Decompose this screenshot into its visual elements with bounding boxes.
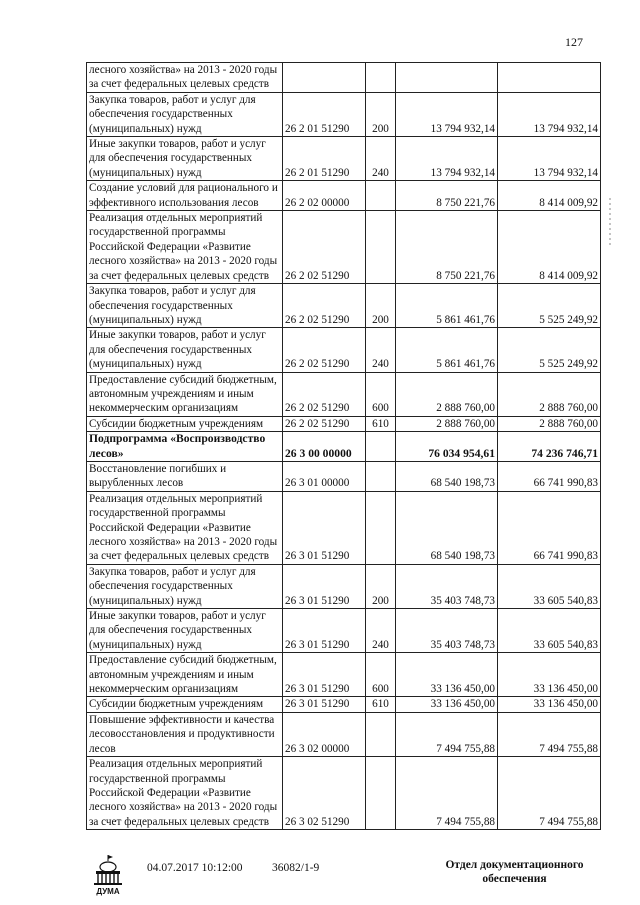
row-name-line: Повышение эффективности и качества [89,713,275,726]
row-vr-cell: 240 [366,137,396,181]
row-name-line: Субсидии бюджетным учреждениям [89,698,264,711]
row-name-cell [87,63,283,93]
row-sum-2018-cell: 2 888 760,00 [498,416,601,431]
row-code-cell: 26 3 01 51290 [283,697,366,712]
row-sum-2018-cell: 13 794 932,14 [498,137,601,181]
row-sum-2017-cell: 68 540 198,73 [396,491,498,564]
row-name-line: Восстановление погибших и [89,462,227,475]
budget-table [86,62,601,830]
row-name-line: автономным учреждениям и иным [89,387,254,400]
row-name-line: обеспечения государственных [89,580,233,593]
footer-department-line1: Отдел документационного [445,859,584,871]
row-sum-2017-cell: 8 750 221,76 [396,211,498,284]
row-sum-2018-cell: 13 794 932,14 [498,92,601,136]
row-name-line: (муниципальных) нужд [89,313,202,326]
row-sum-2017-cell: 5 861 461,76 [396,284,498,328]
row-vr-cell [366,211,396,284]
row-vr-cell [366,461,396,491]
row-name-cell [87,653,283,697]
row-name-cell [87,137,283,181]
row-name-line: за счет федеральных целевых средств [89,815,270,828]
duma-logo [88,853,128,897]
table-row [87,328,601,372]
row-sum-2017-cell: 68 540 198,73 [396,461,498,491]
row-name-line: Российской Федерации «Развитие [89,521,251,534]
table-row [87,432,601,462]
row-name-line: для обеспечения государственных [89,343,253,356]
row-code-cell: 26 2 02 51290 [283,372,366,416]
row-name-line: государственной программы [89,507,226,520]
row-code-cell [283,63,366,93]
row-name-line: вырубленных лесов [89,477,184,490]
row-name-line: Реализация отдельных мероприятий [89,212,263,225]
page-number: 127 [565,35,583,49]
footer-doc-number: 36082/1-9 [272,862,320,874]
table-row [87,491,601,564]
row-code-cell: 26 2 02 51290 [283,284,366,328]
row-vr-cell: 240 [366,328,396,372]
row-sum-2017-cell: 33 136 450,00 [396,697,498,712]
row-name-line: лесного хозяйства» на 2013 - 2020 годы [89,801,278,814]
row-vr-cell: 200 [366,564,396,608]
row-sum-2018-cell: 2 888 760,00 [498,372,601,416]
row-sum-2018-cell: 8 414 009,92 [498,211,601,284]
table-row [87,461,601,491]
row-name-line: для обеспечения государственных [89,624,253,637]
row-sum-2017-cell: 2 888 760,00 [396,372,498,416]
row-code-cell: 26 2 01 51290 [283,92,366,136]
row-sum-2018-cell: 7 494 755,88 [498,757,601,830]
table-row [87,137,601,181]
row-name-line: лесного хозяйства» на 2013 - 2020 годы [89,536,278,548]
row-vr-cell: 600 [366,653,396,697]
row-name-line: Иные закупки товаров, работ и услуг [89,329,266,342]
row-vr-cell: 240 [366,609,396,653]
row-vr-cell: 610 [366,416,396,431]
row-name-cell [87,609,283,653]
row-vr-cell [366,712,396,756]
row-sum-2017-cell: 35 403 748,73 [396,564,498,608]
row-vr-cell: 200 [366,284,396,328]
row-name-line: Подпрограмма «Воспроизводство [89,432,266,446]
footer-department [432,858,597,886]
table-row [87,63,601,93]
row-name-line: эффективного использования лесов [89,196,259,209]
row-sum-2017-cell: 76 034 954,61 [396,432,498,462]
row-code-cell: 26 3 01 00000 [283,461,366,491]
footer-department-line2: обеспечения [482,873,547,885]
row-name-line: Создание условий для рационального и [89,182,278,195]
row-name-cell [87,712,283,756]
row-name-line: Закупка товаров, работ и услуг для [89,93,256,106]
side-stamp-mark [607,198,613,246]
row-name-line: (муниципальных) нужд [89,594,202,607]
row-code-cell: 26 3 02 00000 [283,712,366,756]
row-name-cell [87,372,283,416]
row-sum-2018-cell: 33 136 450,00 [498,697,601,712]
row-name-line: государственной программы [89,772,226,785]
table-row [87,284,601,328]
table-row [87,609,601,653]
row-code-cell: 26 2 02 00000 [283,181,366,211]
row-code-cell: 26 2 01 51290 [283,137,366,181]
row-name-cell [87,432,283,462]
table-row [87,564,601,608]
budget-table-body [87,63,601,830]
row-name-line: за счет федеральных целевых средств [89,269,270,282]
row-sum-2017-cell [396,63,498,93]
row-name-line: (муниципальных) нужд [89,166,202,179]
row-name-line: Реализация отдельных мероприятий [89,492,263,505]
row-name-line: некоммерческим организациям [89,402,239,415]
table-row [87,653,601,697]
row-sum-2018-cell: 66 741 990,83 [498,491,601,564]
row-name-cell [87,757,283,830]
footer-date: 04.07.2017 10:12:00 [147,862,243,874]
row-name-line: Иные закупки товаров, работ и услуг [89,610,266,623]
row-code-cell: 26 3 00 00000 [283,432,366,462]
table-row [87,697,601,712]
row-name-line: за счет федеральных целевых средств [89,78,270,91]
row-sum-2018-cell: 5 525 249,92 [498,284,601,328]
row-name-line: обеспечения государственных [89,108,233,121]
row-sum-2017-cell: 2 888 760,00 [396,416,498,431]
row-sum-2017-cell: 7 494 755,88 [396,712,498,756]
row-vr-cell [366,63,396,93]
row-code-cell: 26 3 01 51290 [283,653,366,697]
table-row [87,757,601,830]
row-name-line: Иные закупки товаров, работ и услуг [89,138,266,151]
row-vr-cell [366,181,396,211]
row-name-line: Российской Федерации «Развитие [89,240,251,253]
row-sum-2018-cell: 5 525 249,92 [498,328,601,372]
row-name-cell [87,564,283,608]
row-code-cell: 26 3 01 51290 [283,564,366,608]
row-sum-2017-cell: 5 861 461,76 [396,328,498,372]
row-sum-2017-cell: 13 794 932,14 [396,137,498,181]
row-name-line: (муниципальных) нужд [89,358,202,371]
row-name-line: автономным учреждениям и иным [89,668,254,681]
row-code-cell: 26 3 02 51290 [283,757,366,830]
row-code-cell: 26 2 02 51290 [283,416,366,431]
row-vr-cell [366,757,396,830]
row-sum-2018-cell: 7 494 755,88 [498,712,601,756]
row-name-cell [87,697,283,712]
row-name-line: лесов [89,742,116,755]
row-name-line: обеспечения государственных [89,299,233,312]
row-code-cell: 26 2 02 51290 [283,328,366,372]
svg-text:ДУМА: ДУМА [96,887,120,896]
row-sum-2017-cell: 35 403 748,73 [396,609,498,653]
row-name-line: (муниципальных) нужд [89,638,202,651]
row-name-cell [87,92,283,136]
row-vr-cell: 600 [366,372,396,416]
row-sum-2018-cell: 33 605 540,83 [498,609,601,653]
row-name-line: лесовосстановления и продуктивности [89,728,275,741]
table-row [87,372,601,416]
row-name-cell [87,416,283,431]
row-name-line: Закупка товаров, работ и услуг для [89,565,256,578]
table-row [87,712,601,756]
row-sum-2017-cell: 8 750 221,76 [396,181,498,211]
row-vr-cell: 200 [366,92,396,136]
row-name-line: за счет федеральных целевых средств [89,550,270,563]
row-sum-2018-cell: 33 605 540,83 [498,564,601,608]
row-name-cell [87,181,283,211]
row-name-line: Закупка товаров, работ и услуг для [89,285,256,298]
row-sum-2017-cell: 33 136 450,00 [396,653,498,697]
row-sum-2018-cell: 66 741 990,83 [498,461,601,491]
row-name-line: для обеспечения государственных [89,152,253,165]
table-row [87,92,601,136]
row-vr-cell [366,432,396,462]
row-vr-cell: 610 [366,697,396,712]
row-name-line: Российской Федерации «Развитие [89,786,251,799]
row-name-line: государственной программы [89,226,226,239]
row-sum-2017-cell: 13 794 932,14 [396,92,498,136]
row-name-line: Предоставление субсидий бюджетным, [89,373,277,386]
table-row [87,181,601,211]
row-name-line: Субсидии бюджетным учреждениям [89,417,264,430]
row-name-cell [87,328,283,372]
row-code-cell: 26 2 02 51290 [283,211,366,284]
row-sum-2018-cell: 74 236 746,71 [498,432,601,462]
row-name-line: Реализация отдельных мероприятий [89,758,263,771]
row-name-cell [87,284,283,328]
row-vr-cell [366,491,396,564]
row-name-line: лесного хозяйства» на 2013 - 2020 годы [89,255,278,268]
row-name-cell [87,491,283,564]
row-sum-2018-cell: 33 136 450,00 [498,653,601,697]
row-name-line: Предоставление субсидий бюджетным, [89,654,277,667]
row-name-line: (муниципальных) нужд [89,122,202,135]
table-row [87,416,601,431]
row-sum-2017-cell: 7 494 755,88 [396,757,498,830]
table-row [87,211,601,284]
duma-building-icon [88,853,128,897]
row-code-cell: 26 3 01 51290 [283,491,366,564]
row-code-cell: 26 3 01 51290 [283,609,366,653]
row-name-cell [87,211,283,284]
row-sum-2018-cell [498,63,601,93]
row-sum-2018-cell: 8 414 009,92 [498,181,601,211]
row-name-cell [87,461,283,491]
row-name-line: некоммерческим организациям [89,683,239,696]
row-name-line: лесов» [89,446,124,460]
row-name-line: лесного хозяйства» на 2013 - 2020 годы [89,64,278,76]
